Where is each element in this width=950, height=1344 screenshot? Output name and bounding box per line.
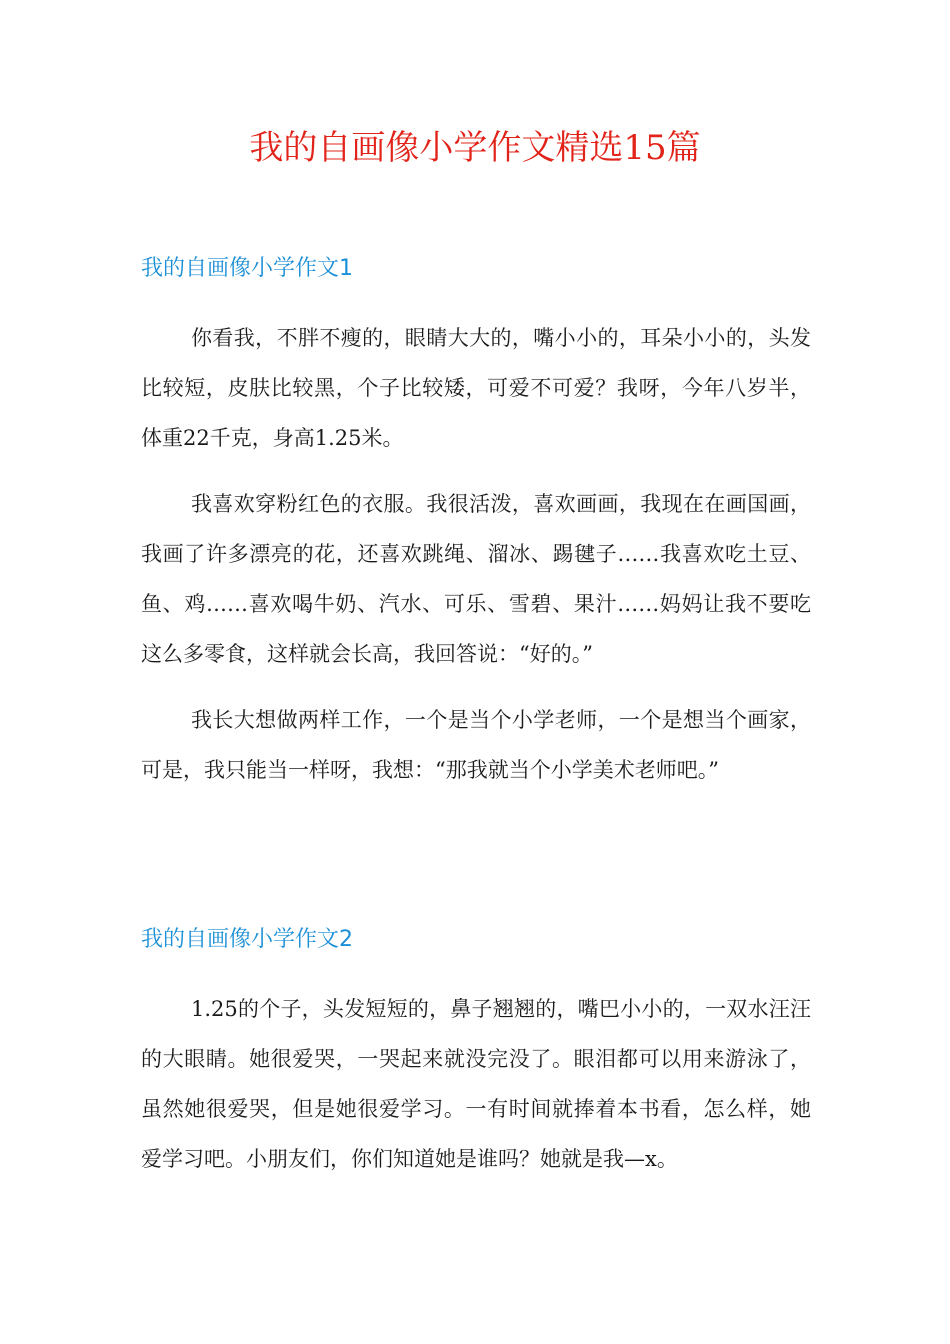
paragraph: 1.25的个子，头发短短的，鼻子翘翘的，嘴巴小小的，一双水汪汪的大眼睛。她很爱哭，一哭起来就没完没了。眼泪都可以用来游泳了，虽然她很爱哭，但是她很爱学习。一有时间就捧着本书看，怎么样，她爱学习吧。小朋友们，你们知道她是谁吗？她就是我—x。: [141, 997, 811, 1171]
document-title: 我的自画像小学作文精选15篇: [249, 128, 701, 168]
paragraph: 我长大想做两样工作，一个是当个小学老师，一个是想当个画家，可是，我只能当一样呀，我想：“那我就当个小学美术老师吧。”: [141, 708, 811, 782]
section-heading: 我的自画像小学作文1: [141, 256, 353, 281]
paragraph: 你看我，不胖不瘦的，眼睛大大的，嘴小小的，耳朵小小的，头发比较短，皮肤比较黑，个子比较矮，可爱不可爱？我呀，今年八岁半，体重22千克，身高1.25米。: [141, 326, 811, 450]
section-heading: 我的自画像小学作文2: [141, 927, 353, 952]
essay-section-1: [141, 253, 811, 795]
paragraph: 我喜欢穿粉红色的衣服。我很活泼，喜欢画画，我现在在画国画，我画了许多漂亮的花，还喜欢跳绳、溜冰、踢毽子……我喜欢吃土豆、鱼、鸡……喜欢喝牛奶、汽水、可乐、雪碧、果汁……妈妈让我不要吃这么多零食，这样就会长高，我回答说：“好的。”: [141, 492, 811, 666]
essay-section-2: [141, 924, 811, 1184]
